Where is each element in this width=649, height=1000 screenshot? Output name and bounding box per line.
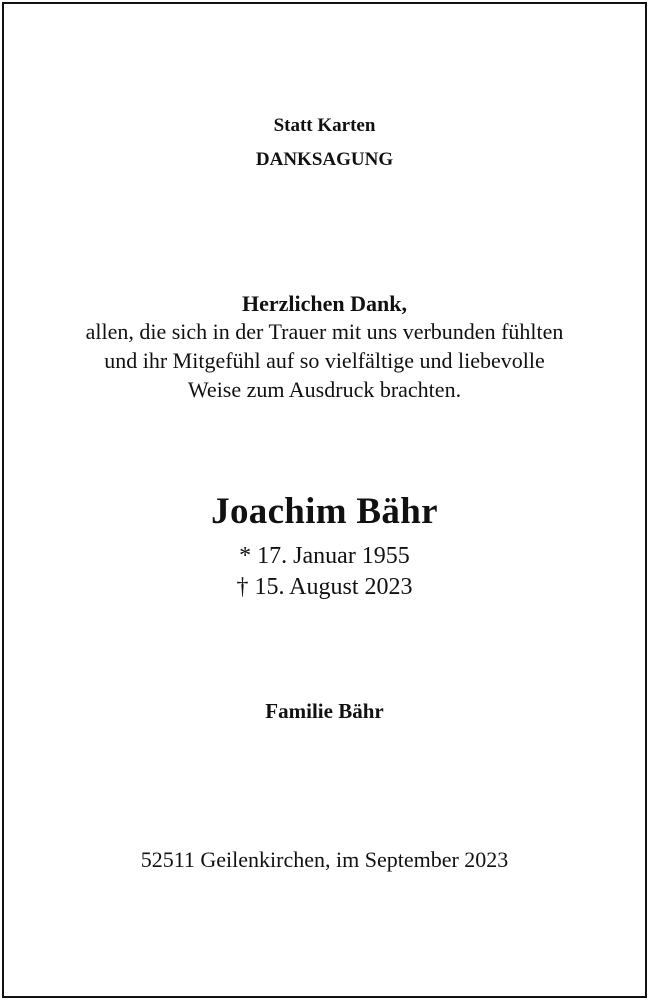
thanks-line-1: allen, die sich in der Trauer mit uns verbunden fühlten — [85, 319, 564, 344]
header-statt-karten: Statt Karten — [273, 115, 376, 136]
thanks-line-3: Weise zum Ausdruck brachten. — [187, 377, 462, 402]
death-date: † 15. August 2023 — [236, 574, 413, 600]
birth-date: * 17. Januar 1955 — [239, 543, 410, 569]
thanks-heading: Herzlichen Dank, — [242, 291, 407, 316]
place-and-date: 52511 Geilenkirchen, im September 2023 — [140, 847, 509, 872]
deceased-name: Joachim Bähr — [211, 491, 438, 532]
header-danksagung: DANKSAGUNG — [255, 149, 394, 170]
thanks-line-2: und ihr Mitgefühl auf so vielfältige und liebevolle — [104, 348, 545, 373]
family-signature: Familie Bähr — [265, 699, 384, 723]
